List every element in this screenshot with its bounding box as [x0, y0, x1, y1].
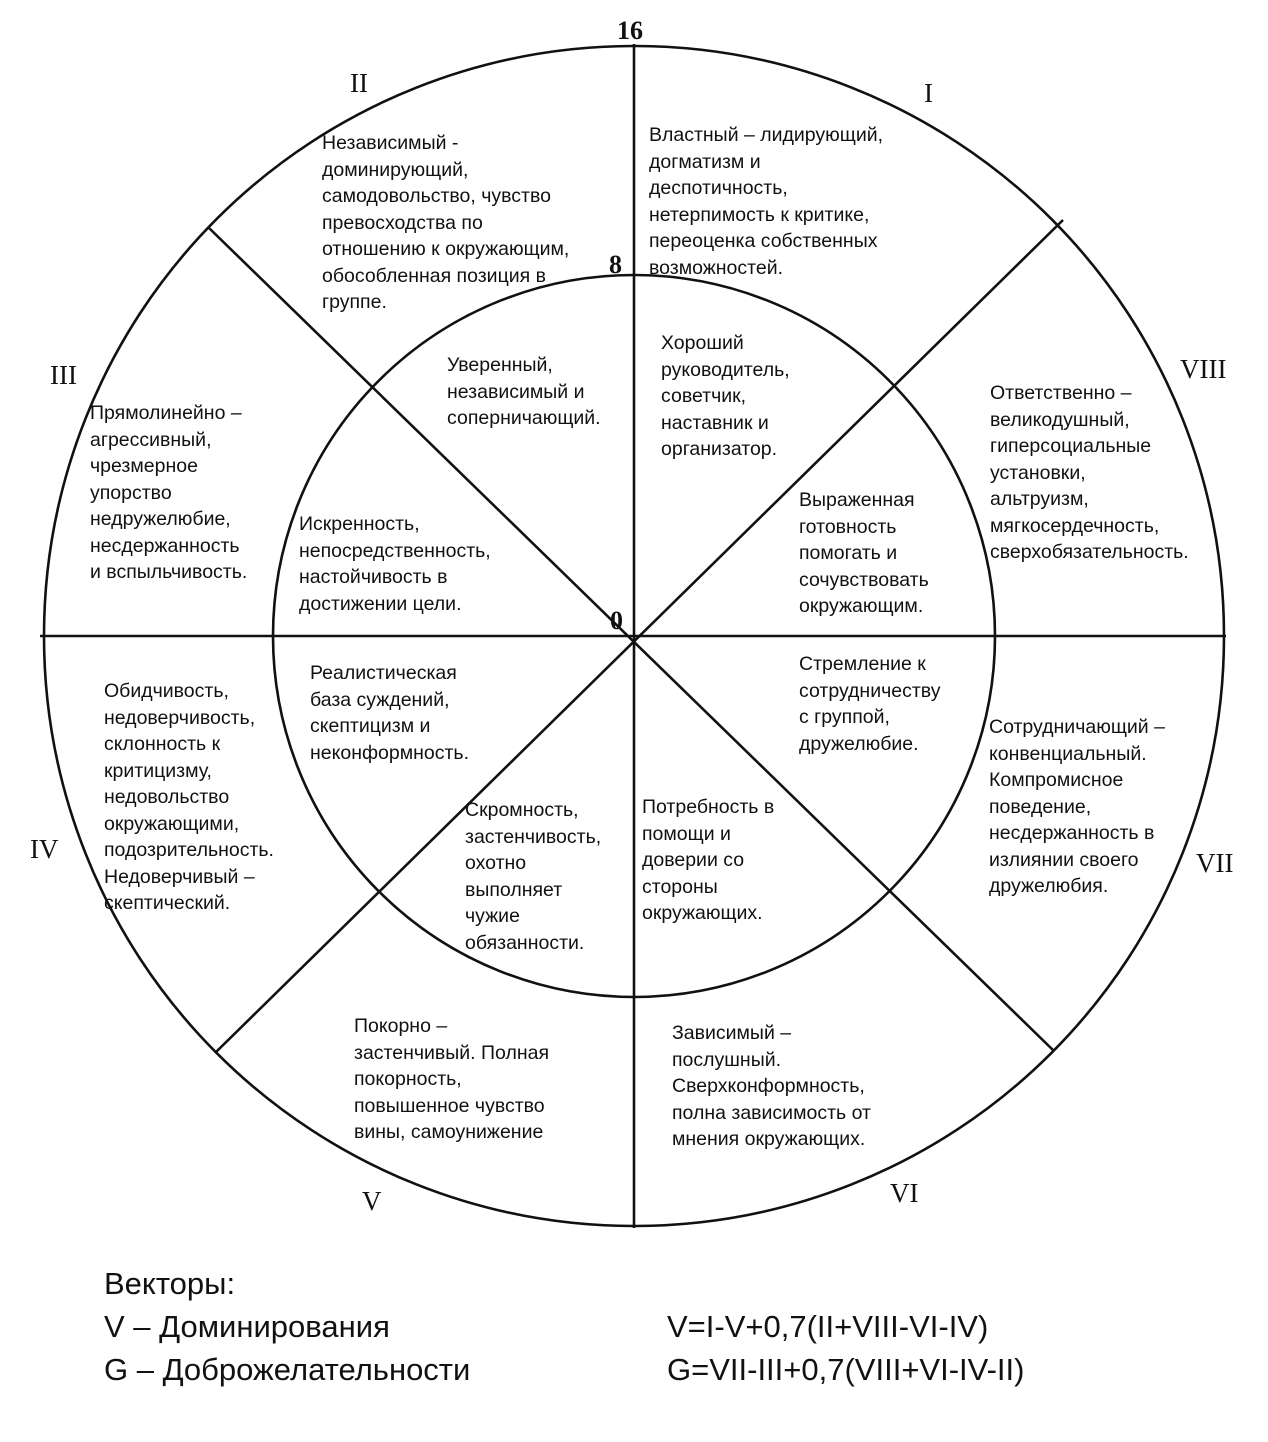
octant-III-outer-text [90, 400, 247, 586]
vectors-legend [104, 1262, 470, 1391]
text-line: с группой, [799, 706, 890, 728]
text-line: скептический. [104, 892, 231, 914]
text-line: группе. [322, 291, 387, 313]
octant-label-III: III [50, 360, 77, 390]
text-line: излиянии своего [989, 848, 1139, 871]
octant-II-outer-text [322, 130, 569, 316]
text-line: сочувствовать [799, 568, 929, 591]
text-line: доверии со [642, 849, 745, 871]
legend-vector-dominance: V – Доминирования [104, 1309, 390, 1344]
text-line: обособленная позиция в [322, 264, 546, 287]
text-line: подозрительность. [104, 839, 274, 861]
scale-label-8: 8 [609, 250, 622, 279]
text-line: Уверенный, [447, 354, 553, 376]
text-line: недружелюбие, [90, 508, 231, 530]
text-line: агрессивный, [90, 428, 212, 451]
text-line: помогать и [799, 542, 898, 564]
octant-IV-outer-text [104, 678, 274, 917]
text-line: окружающих. [642, 902, 763, 924]
octant-III-inner-text [299, 511, 491, 617]
text-line: гиперсоциальные [990, 435, 1152, 457]
formula-dominance: V=I-V+0,7(II+VIII-VI-IV) [667, 1309, 989, 1344]
text-line: Властный – лидирующий, [649, 124, 884, 146]
text-line: застенчивый. Полная [354, 1041, 549, 1064]
text-line: склонность к [104, 733, 221, 755]
text-line: несдержанность в [989, 822, 1155, 844]
text-line: застенчивость, [465, 825, 602, 848]
text-line: Обидчивость, [104, 680, 229, 702]
octant-label-I: I [924, 78, 933, 108]
text-line: полна зависимость от [672, 1101, 871, 1124]
text-line: установки, [990, 461, 1086, 484]
text-line: чрезмерное [90, 455, 198, 477]
octant-I-inner-text [661, 330, 790, 463]
text-line: Зависимый – [672, 1022, 792, 1044]
text-line: и вспыльчивость. [90, 561, 248, 583]
text-line: конвенциальный. [989, 742, 1147, 765]
text-line: Покорно – [354, 1015, 448, 1037]
octant-label-IV: IV [30, 834, 59, 864]
text-line: организатор. [661, 438, 778, 460]
octant-VI-outer-text [672, 1020, 871, 1153]
text-line: послушный. [672, 1048, 782, 1071]
text-line: окружающим. [799, 595, 924, 617]
text-line: мнения окружающих. [672, 1128, 866, 1150]
text-line: альтруизм, [990, 488, 1089, 510]
octant-VII-inner-text [799, 651, 940, 757]
octant-I-outer-text [649, 122, 883, 281]
octant-label-II: II [350, 68, 368, 98]
text-line: доминирующий, [322, 158, 469, 181]
octant-VIII-outer-text [990, 380, 1189, 566]
text-line: Недоверчивый – [104, 865, 255, 888]
text-line: сотрудничеству [799, 679, 941, 702]
text-line: мягкосердечность, [990, 514, 1160, 537]
text-line: Искренность, [299, 513, 420, 535]
text-line: соперничающий. [447, 407, 601, 429]
text-line: покорность, [354, 1068, 462, 1090]
text-line: настойчивость в [299, 566, 448, 588]
text-line: переоценка собственных [649, 230, 878, 252]
octant-label-VI: VI [890, 1178, 919, 1208]
octant-VI-inner-text [642, 794, 774, 927]
text-line: обязанности. [465, 931, 585, 954]
text-line: выполняет [465, 878, 563, 901]
legend-heading: Векторы: [104, 1266, 236, 1301]
text-line: упорство [90, 481, 172, 504]
text-line: Потребность в [642, 796, 775, 818]
diagonal-axis-nw-se [209, 228, 1054, 1051]
text-line: Хороший [661, 332, 744, 354]
text-line: чужие [465, 905, 520, 927]
octant-V-outer-text [354, 1013, 549, 1146]
text-line: несдержанность [90, 534, 240, 557]
text-line: Скромность, [465, 799, 579, 821]
text-line: сверхобязательность. [990, 541, 1189, 563]
scale-label-0: 0 [610, 606, 623, 635]
vector-formulas [667, 1305, 1024, 1391]
text-line: неконформность. [310, 741, 469, 764]
text-line: самодовольство, чувство [322, 185, 551, 207]
text-line: Компромисное [989, 769, 1124, 791]
text-line: Выраженная [799, 489, 915, 511]
text-line: отношению к окружающим, [322, 238, 570, 260]
text-line: стороны [642, 875, 718, 898]
text-line: достижении цели. [299, 592, 462, 615]
text-line: превосходства по [322, 211, 483, 234]
text-line: охотно [465, 852, 527, 874]
text-line: Сотрудничающий – [989, 716, 1165, 738]
text-line: окружающими, [104, 812, 240, 835]
text-line: Реалистическая [310, 662, 457, 684]
octant-VII-outer-text [989, 714, 1165, 900]
text-line: советчик, [661, 385, 747, 407]
text-line: поведение, [989, 795, 1092, 818]
text-line: вины, самоунижение [354, 1121, 544, 1143]
octant-II-inner-text [447, 352, 601, 432]
text-line: Прямолинейно – [90, 402, 242, 424]
text-line: база суждений, [310, 688, 450, 711]
octant-VIII-inner-text [799, 487, 929, 620]
legend-vector-friendliness: G – Доброжелательности [104, 1352, 471, 1387]
text-line: непосредственность, [299, 539, 491, 562]
octant-V-inner-text [465, 797, 601, 956]
text-line: помощи и [642, 822, 731, 845]
octant-label-V: V [362, 1186, 382, 1216]
text-line: Независимый - [322, 132, 459, 154]
text-line: готовность [799, 515, 897, 538]
text-line: недовольство [104, 786, 230, 808]
text-line: Ответственно – [990, 382, 1132, 404]
text-line: скептицизм и [310, 715, 431, 737]
text-line: догматизм и [649, 150, 761, 173]
formula-friendliness: G=VII-III+0,7(VIII+VI-IV-II) [667, 1352, 1025, 1387]
text-line: Сверхконформность, [672, 1075, 865, 1097]
text-line: повышенное чувство [354, 1094, 545, 1117]
text-line: наставник и [661, 411, 769, 434]
octant-IV-inner-text [310, 660, 469, 766]
text-line: дружелюбие. [799, 732, 919, 755]
text-line: Стремление к [799, 653, 926, 675]
text-line: дружелюбия. [989, 875, 1109, 897]
scale-label-16: 16 [617, 16, 643, 45]
text-line: великодушный, [990, 408, 1130, 431]
text-line: руководитель, [661, 358, 790, 381]
octant-label-VII: VII [1196, 848, 1234, 878]
text-line: независимый и [447, 380, 585, 403]
text-line: недоверчивость, [104, 706, 256, 729]
octant-label-VIII: VIII [1180, 354, 1227, 384]
text-line: возможностей. [649, 256, 784, 279]
text-line: нетерпимость к критике, [649, 203, 870, 226]
text-line: критицизму, [104, 759, 212, 782]
text-line: деспотичность, [649, 177, 788, 199]
